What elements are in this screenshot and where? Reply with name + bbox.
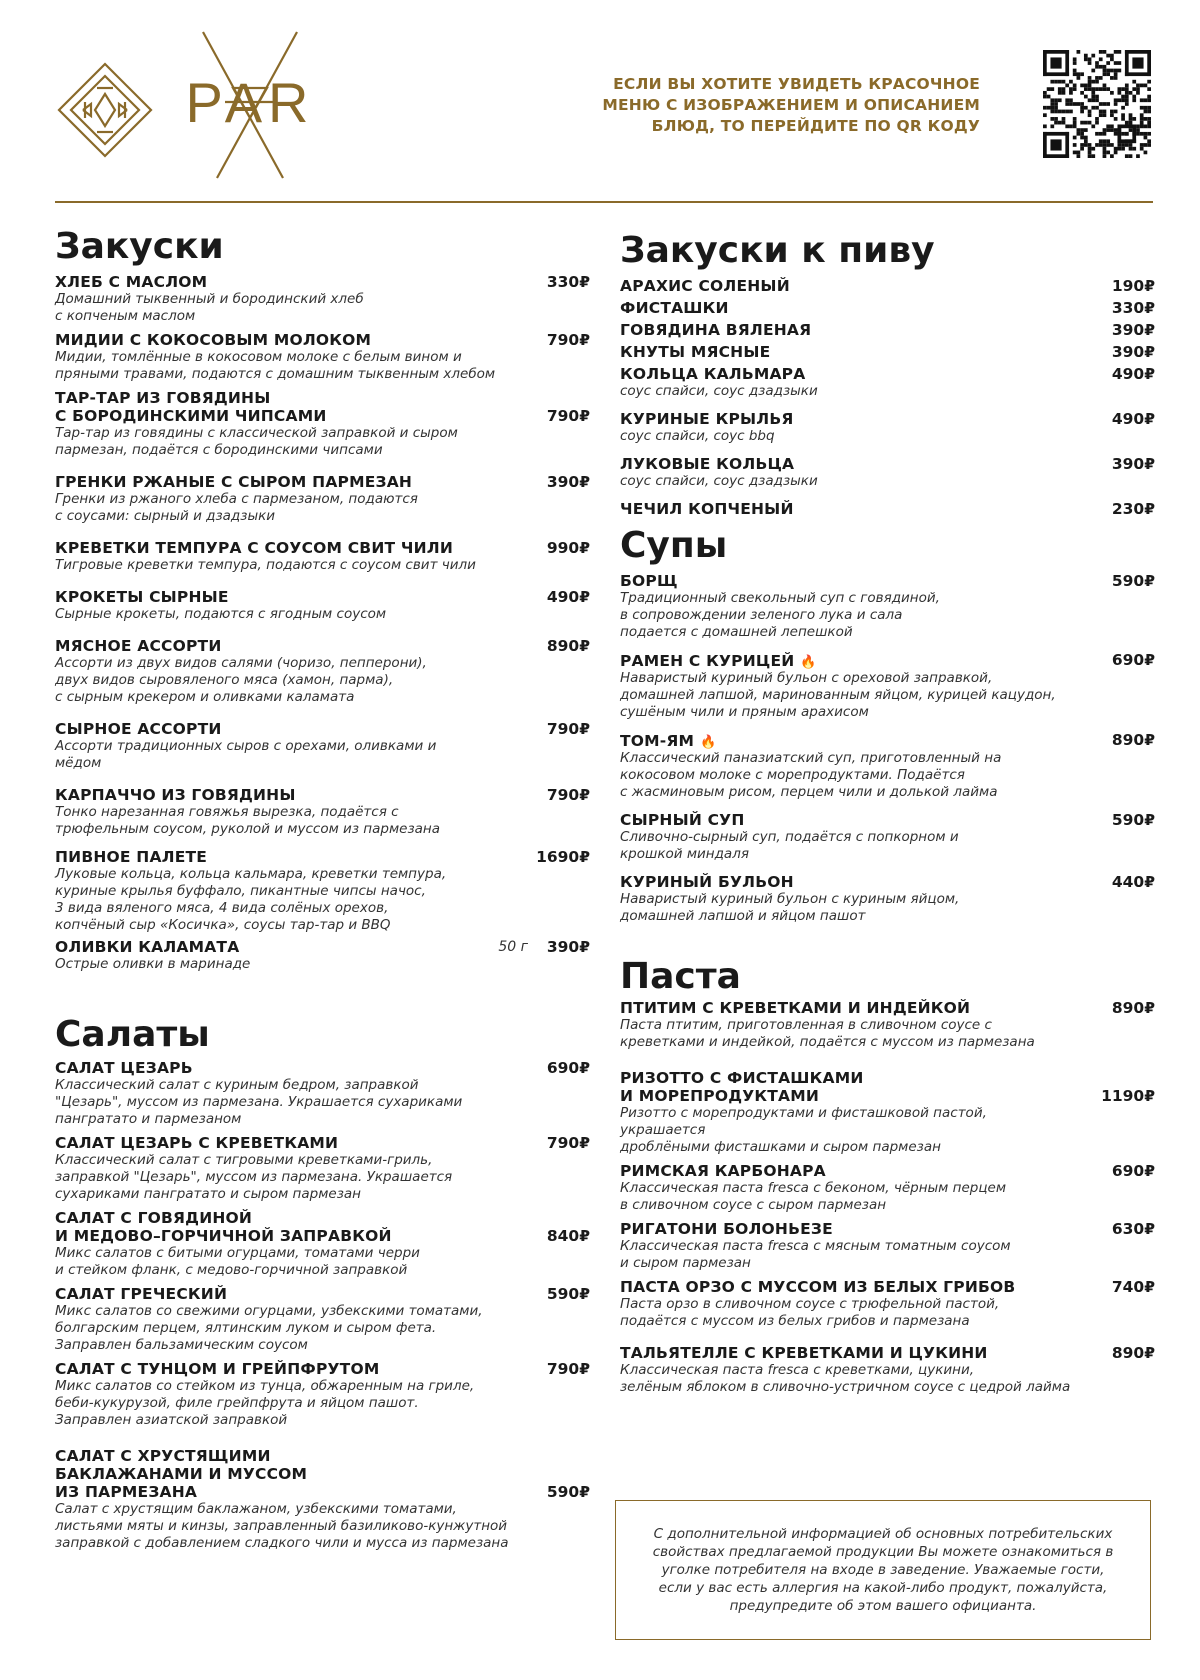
item-name: МИДИИ С КОКОСОВЫМ МОЛОКОМ	[55, 331, 372, 349]
item-name: РИГАТОНИ БОЛОНЬЕЗЕ	[620, 1220, 833, 1238]
left-column	[55, 225, 590, 1552]
item-description: соус спайси, соус дзадзыки	[620, 473, 818, 489]
item-description: Ассорти традиционных сыров с орехами, оливками и мёдом	[55, 738, 437, 771]
item-price: 890₽	[546, 637, 590, 655]
item-description: Гренки из ржаного хлеба с пармезаном, подаются с соусами: сырный и дзадзыки	[55, 491, 418, 524]
menu-item	[55, 588, 590, 623]
menu-item	[55, 1209, 590, 1279]
item-price: 390₽	[1111, 321, 1155, 339]
item-price: 490₽	[546, 588, 590, 606]
info-text: С дополнительной информацией об основных потребительских свойствах предлагаемой продукции Вы можете ознакомиться в уголке потребителя на входе в заведение. Уважаемые гости, если у вас есть аллергия на какой-либо продукт, пожалуйста, предупредите об этом вашего официанта.	[652, 1526, 1114, 1614]
item-price: 790₽	[546, 1360, 590, 1378]
item-description: Тар-тар из говядины с классической заправкой и сыром пармезан, подаётся с бородинскими чипсами	[55, 425, 458, 458]
item-price: 390₽	[1111, 455, 1155, 473]
menu-item	[55, 1134, 590, 1203]
item-price: 1690₽	[536, 848, 590, 866]
item-name: БОРЩ	[620, 572, 678, 590]
item-description: Микс салатов с битыми огурцами, томатами черри и стейком фланк, с медово-горчичной заправкой	[55, 1245, 420, 1278]
menu-item	[620, 1069, 1155, 1156]
logo-text: PAR	[185, 71, 315, 134]
menu-item	[620, 572, 1155, 641]
item-description: Ризотто с морепродуктами и фисташковой пастой, украшается дроблёными фисташками и сыром пармезан	[620, 1105, 987, 1155]
menu-item	[55, 848, 590, 934]
menu-item	[620, 343, 1155, 361]
item-name: ТАЛЬЯТЕЛЛЕ С КРЕВЕТКАМИ И ЦУКИНИ	[620, 1344, 988, 1362]
item-description: Микс салатов со свежими огурцами, узбекскими томатами, болгарским перцем, ялтинским луком и сыром фета. Заправлен бальзамическим соусом	[55, 1303, 483, 1353]
item-name: КУРИНЫЕ КРЫЛЬЯ	[620, 410, 794, 428]
item-price: 840₽	[546, 1227, 590, 1245]
item-name: АРАХИС СОЛЕНЫЙ	[620, 277, 790, 295]
item-description: Острые оливки в маринаде	[55, 956, 251, 972]
item-price: 990₽	[546, 539, 590, 557]
item-description: Традиционный свекольный суп с говядиной, в сопровождении зеленого лука и сала подается с домашней лепешкой	[620, 590, 940, 640]
menu-item	[620, 999, 1155, 1051]
item-name: САЛАТ ЦЕЗАРЬ С КРЕВЕТКАМИ	[55, 1134, 339, 1152]
item-price: 330₽	[1111, 299, 1155, 317]
item-description: Микс салатов со стейком из тунца, обжаренным на гриле, беби-кукурузой, филе грейпфрута и яйцом пашот. Заправлен азиатской заправкой	[55, 1378, 475, 1428]
item-name: КНУТЫ МЯСНЫЕ	[620, 343, 771, 361]
menu-header	[0, 0, 1200, 206]
item-description: Сырные крокеты, подаются с ягодным соусом	[55, 606, 387, 622]
section-title-right-0: Закуски к пиву	[620, 230, 935, 271]
item-description: соус спайси, соус дзадзыки	[620, 383, 818, 399]
menu-item	[620, 365, 1155, 400]
menu-item	[55, 1360, 590, 1429]
item-price: 590₽	[1111, 811, 1155, 829]
item-description: Классическая паста fresca с беконом, чёрным перцем в сливочном соусе с сыром пармезан	[620, 1180, 1007, 1213]
item-description: Наваристый куриный бульон с куриным яйцом, домашней лапшой и яйцом пашот	[620, 891, 960, 924]
menu-item	[620, 321, 1155, 339]
item-price: 390₽	[546, 938, 590, 956]
header-divider	[55, 201, 1153, 203]
item-name: КРОКЕТЫ СЫРНЫЕ	[55, 588, 229, 606]
right-column	[620, 225, 1155, 1396]
item-name: ЧЕЧИЛ КОПЧЕНЫЙ	[620, 500, 794, 518]
menu-item	[55, 389, 590, 459]
item-name: КУРИНЫЙ БУЛЬОН	[620, 873, 794, 891]
item-description: Паста орзо в сливочном соусе с трюфельной пастой, подаётся с муссом из белых грибов и пармезана	[620, 1296, 1000, 1329]
item-name: КРЕВЕТКИ ТЕМПУРА С СОУСОМ СВИТ ЧИЛИ	[55, 539, 454, 557]
item-description: Классическая паста fresca с мясным томатным соусом и сыром пармезан	[620, 1238, 1011, 1271]
item-price: 230₽	[1111, 500, 1155, 518]
item-price: 390₽	[1111, 343, 1155, 361]
spicy-icon: 🔥	[700, 735, 717, 750]
item-name: ПАСТА ОРЗО С МУССОМ ИЗ БЕЛЫХ ГРИБОВ	[620, 1278, 1016, 1296]
menu-item	[620, 811, 1155, 863]
item-price: 590₽	[546, 1285, 590, 1303]
item-name: ТАР-ТАР ИЗ ГОВЯДИНЫ С БОРОДИНСКИМИ ЧИПСАМИ	[55, 389, 327, 425]
menu-item	[55, 720, 590, 772]
item-description: Классическая паста fresca с креветками, цукини, зелёным яблоком в сливочно-устричном соусе с цедрой лайма	[620, 1362, 1071, 1395]
menu-item	[620, 1220, 1155, 1272]
item-price: 330₽	[546, 273, 590, 291]
item-name: РАМЕН С КУРИЦЕЙ	[620, 652, 795, 670]
section-title-left-1: Салаты	[55, 1014, 210, 1055]
item-name: ОЛИВКИ КАЛАМАТА	[55, 938, 240, 956]
item-name: ФИСТАШКИ	[620, 299, 729, 317]
menu-item	[620, 277, 1155, 295]
section-title-right-2: Паста	[620, 956, 741, 997]
item-name: ЛУКОВЫЕ КОЛЬЦА	[620, 455, 795, 473]
item-price: 630₽	[1111, 1220, 1155, 1238]
item-name: САЛАТ С ТУНЦОМ И ГРЕЙПФРУТОМ	[55, 1360, 380, 1378]
item-price: 790₽	[546, 720, 590, 738]
menu-item	[55, 473, 590, 525]
item-name: КАРПАЧЧО ИЗ ГОВЯДИНЫ	[55, 786, 296, 804]
menu-item	[55, 1059, 590, 1128]
item-description: Луковые кольца, кольца кальмара, креветки темпура, куриные крылья буффало, пикантные чипсы начос, 3 вида вяленого мяса, 4 вида солёных орехов, копчёный сыр «Косичка», соусы тар-тар и BBQ	[55, 866, 447, 933]
item-description: Паста птитим, приготовленная в сливочном соусе с креветками и индейкой, подаётся с муссом из пармезана	[620, 1017, 1035, 1050]
section-title-right-1: Супы	[620, 525, 728, 566]
item-description: Тигровые креветки темпура, подаются с соусом свит чили	[55, 557, 476, 573]
menu-item	[620, 455, 1155, 490]
ornament-diamond-icon	[55, 60, 155, 160]
item-price: 490₽	[1111, 365, 1155, 383]
item-name: СЫРНОЕ АССОРТИ	[55, 720, 222, 738]
item-price: 1190₽	[1101, 1087, 1155, 1105]
item-price: 690₽	[1111, 1162, 1155, 1180]
item-description: Ассорти из двух видов салями (чоризо, пепперони), двух видов сыровяленого мяса (хамон, парма), с сырным крекером и оливками каламата	[55, 655, 427, 705]
menu-item	[620, 651, 1155, 721]
item-description: Мидии, томлённые в кокосовом молоке с белым вином и пряными травами, подаются с домашним тыквенным хлебом	[55, 349, 496, 382]
menu-item	[620, 731, 1155, 801]
item-name: ПИВНОЕ ПАЛЕТЕ	[55, 848, 208, 866]
menu-item	[55, 786, 590, 838]
item-description: Тонко нарезанная говяжья вырезка, подаётся с трюфельным соусом, руколой и муссом из пармезана	[55, 804, 441, 837]
item-name: РИЗОТТО С ФИСТАШКАМИ И МОРЕПРОДУКТАМИ	[620, 1069, 864, 1105]
menu-item	[55, 539, 590, 574]
item-description: Домашний тыквенный и бородинский хлеб с копченым маслом	[55, 291, 364, 324]
item-description: Наваристый куриный бульон с ореховой заправкой, домашней лапшой, маринованным яйцом, курицей кацудон, сушёным чили и пряным арахисом	[620, 670, 1056, 720]
item-name: САЛАТ ЦЕЗАРЬ	[55, 1059, 193, 1077]
menu-item	[55, 1285, 590, 1354]
item-price: 440₽	[1111, 873, 1155, 891]
item-price: 590₽	[546, 1483, 590, 1501]
item-price: 740₽	[1111, 1278, 1155, 1296]
item-name: ХЛЕБ С МАСЛОМ	[55, 273, 208, 291]
item-weight: 50 г	[498, 939, 528, 955]
item-price: 890₽	[1111, 731, 1155, 749]
item-price: 590₽	[1111, 572, 1155, 590]
qr-code-icon[interactable]	[1043, 50, 1151, 158]
item-name: ПТИТИМ С КРЕВЕТКАМИ И ИНДЕЙКОЙ	[620, 999, 971, 1017]
menu-item	[620, 1162, 1155, 1214]
item-description: Классический паназиатский суп, приготовленный на кокосовом молоке с морепродуктами. Подаётся с жасминовым рисом, перцем чили и долькой лайма	[620, 750, 1002, 800]
item-price: 490₽	[1111, 410, 1155, 428]
item-name: САЛАТ ГРЕЧЕСКИЙ	[55, 1285, 228, 1303]
menu-item	[620, 1344, 1155, 1396]
item-description: соус спайси, соус bbq	[620, 428, 775, 444]
qr-note: ЕСЛИ ВЫ ХОТИТЕ УВИДЕТЬ КРАСОЧНОЕ МЕНЮ С ИЗОБРАЖЕНИЕМ И ОПИСАНИЕМ БЛЮД, ТО ПЕРЕЙДИТЕ ПО QR КОДУ	[602, 75, 980, 135]
item-name: САЛАТ С ХРУСТЯЩИМИ БАКЛАЖАНАМИ И МУССОМ ИЗ ПАРМЕЗАНА	[55, 1447, 308, 1501]
item-price: 790₽	[546, 331, 590, 349]
item-description: Сливочно-сырный суп, подаётся с попкорном и крошкой миндаля	[620, 829, 959, 862]
menu-item	[55, 331, 590, 383]
item-name: ТОМ-ЯМ	[620, 732, 695, 750]
menu-item	[620, 1278, 1155, 1330]
item-price: 790₽	[546, 407, 590, 425]
item-price: 690₽	[546, 1059, 590, 1077]
item-price: 790₽	[546, 1134, 590, 1152]
item-name: ГОВЯДИНА ВЯЛЕНАЯ	[620, 321, 812, 339]
item-name: САЛАТ С ГОВЯДИНОЙ И МЕДОВО–ГОРЧИЧНОЙ ЗАПРАВКОЙ	[55, 1209, 392, 1245]
menu-item	[620, 299, 1155, 317]
item-description: Классический салат с тигровыми креветками-гриль, заправкой "Цезарь", муссом из пармезана. Украшается сухариками пангратато и сыром пармезан	[55, 1152, 453, 1202]
menu-item	[55, 938, 590, 973]
spicy-icon: 🔥	[800, 655, 817, 670]
item-price: 790₽	[546, 786, 590, 804]
allergy-info-box	[615, 1500, 1151, 1640]
item-name: ГРЕНКИ РЖАНЫЕ С СЫРОМ ПАРМЕЗАН	[55, 473, 413, 491]
item-price: 890₽	[1111, 999, 1155, 1017]
menu-item	[55, 637, 590, 706]
item-description: Салат с хрустящим баклажаном, узбекскими томатами, листьями мяты и кинзы, заправленный базиликово-кунжутной заправкой с добавлением сладкого чили и мусса из пармезана	[55, 1501, 509, 1551]
menu-item	[620, 410, 1155, 445]
item-name: КОЛЬЦА КАЛЬМАРА	[620, 365, 806, 383]
section-title-left-0: Закуски	[55, 226, 224, 267]
item-name: СЫРНЫЙ СУП	[620, 811, 745, 829]
menu-item	[55, 1447, 590, 1552]
brand-logo	[175, 30, 325, 180]
item-price: 890₽	[1111, 1344, 1155, 1362]
menu-item	[620, 873, 1155, 925]
menu-item	[55, 273, 590, 325]
item-name: МЯСНОЕ АССОРТИ	[55, 637, 222, 655]
item-name: РИМСКАЯ КАРБОНАРА	[620, 1162, 826, 1180]
item-price: 390₽	[546, 473, 590, 491]
item-price: 190₽	[1111, 277, 1155, 295]
menu-item	[620, 500, 1155, 518]
item-price: 690₽	[1111, 651, 1155, 669]
item-description: Классический салат с куриным бедром, заправкой "Цезарь", муссом из пармезана. Украшается сухариками пангратато и пармезаном	[55, 1077, 463, 1127]
